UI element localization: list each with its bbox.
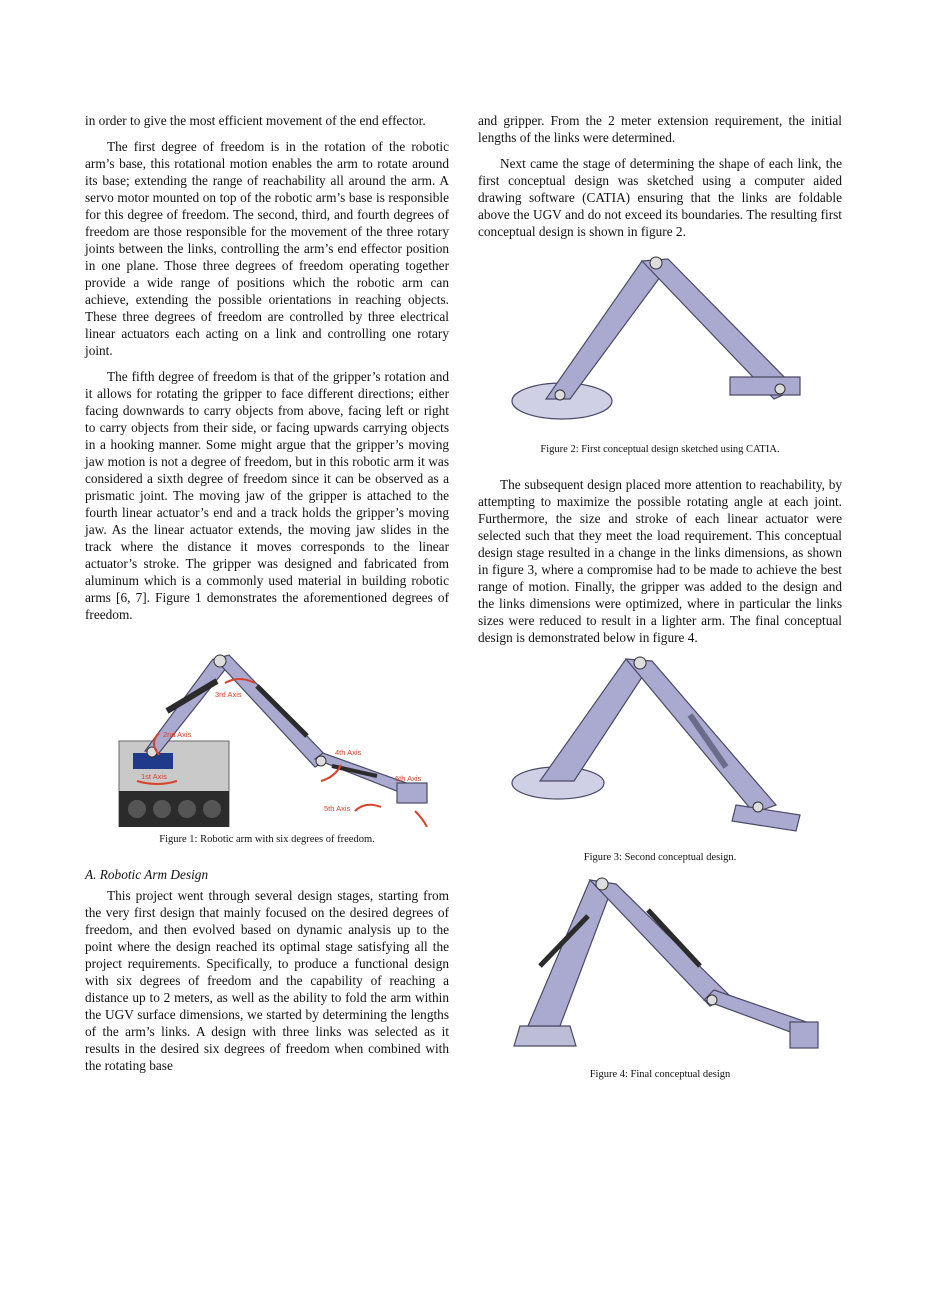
- link-1: [546, 261, 666, 399]
- right-paragraph-2: Next came the stage of determining the shape of each link, the first conceptual design was sketched using a computer aided drawing software (CATIA) ensuring that the links are foldable above the UGV and do not exceed its boundaries. The resulting first conceptual design is shown in figure 2.: [478, 156, 842, 239]
- axis-6-label: 6th Axis: [395, 774, 422, 783]
- left-paragraph-1: in order to give the most efficient movement of the end effector.: [85, 113, 426, 128]
- left-column: [85, 112, 449, 1083]
- base-block: [514, 1026, 576, 1046]
- figure-4-image: [500, 876, 820, 1062]
- figure-1-caption: Figure 1: Robotic arm with six degrees of freedom.: [159, 834, 375, 845]
- axis-1-label: 1st Axis: [141, 772, 167, 781]
- figure-3-caption: Figure 3: Second conceptual design.: [583, 852, 737, 863]
- link-3: [730, 377, 800, 395]
- left-paragraph-2: The first degree of freedom is in the rotation of the robotic arm’s base, this rotational motion enables the arm to rotate around its base; extending the range of reachability all around the arm. A servo motor mounted on top of the robotic arm’s base is responsible for this degree of freedom. The second, third, and fourth degrees of freedom are those responsible for the movement of the three rotary joints between the links, controlling the arm’s end effector position in one plane. Those three degrees of freedom operating together provide a wide range of positions which the robotic arm can achieve, extending the possible orientations in reaching objects. These three degrees of freedom are controlled by three electrical linear actuators each acting on a link and controlling one rotary joint.: [85, 139, 449, 358]
- figure-1-image: [97, 641, 437, 827]
- left-paragraph-3: The fifth degree of freedom is that of the gripper’s rotation and it allows for rotating the gripper to face different directions; either facing downwards to carry objects from above, facing left or right to carry objects from their side, or facing upwards carrying objects in a hooking manner. Some might argue that the gripper’s moving jaw motion is not a degree of freedom, but in this robotic arm it was considered a sixth degree of freedom since it can be observed as a prismatic joint. The moving jaw of the gripper is attached to the fourth linear actuator’s end and a track holds the gripper’s moving jaw. As the linear actuator extends, the moving jaw slides in the track where the distance it moves corresponds to the linear actuator’s stroke. The gripper was designed and fabricated from aluminum which is a commonly used material in building robotic arms [6, 7]. Figure 1 demonstrates the aforementioned degrees of freedom.: [85, 369, 449, 622]
- link-2: [215, 655, 329, 767]
- figure-4: [478, 876, 842, 1081]
- axis-5-label: 5th Axis: [324, 804, 351, 813]
- axis-3-label: 3rd Axis: [215, 690, 242, 699]
- figure-3-image: [500, 655, 820, 845]
- link-1: [528, 880, 612, 1026]
- figure-4-caption: Figure 4: Final conceptual design: [589, 1069, 731, 1080]
- section-heading: A. Robotic Arm Design: [85, 867, 209, 882]
- left-paragraph-4: This project went through several design stages, starting from the very first design that mainly focused on the desired degrees of freedom, and then evolved based on dynamic analysis up to the point where the design reached its optimal stage satisfying all the project requirements. Specifically, to produce a functional design with six degrees of freedom and the capability of reaching a distance up to 2 meters, as well as the ability to fold the arm within the UGV surface dimensions, we started by determining the lengths of the arm’s links. A design with three links was selected as it results in the desired six degrees of freedom when combined with the rotating base: [85, 888, 449, 1073]
- figure-1: [85, 641, 449, 846]
- gripper: [397, 783, 427, 803]
- axis-4-label: 4th Axis: [335, 748, 362, 757]
- right-paragraph-3: The subsequent design placed more attention to reachability, by attempting to maximize the possible rotating angle at each joint. Furthermore, the size and stroke of each linear actuator were selected such that they meet the load requirement. This conceptual design stage resulted in a change in the links dimensions, as shown in figure 3, where a compromise had to be made to achieve the best range of motion. Finally, the gripper was added to the design and the links dimensions were optimized, where in particular the links sizes were reduced to result in a lighter arm. The final conceptual design is demonstrated below in figure 4.: [478, 477, 842, 645]
- link-2: [590, 880, 730, 1006]
- link-1: [540, 659, 650, 781]
- right-paragraph-1: and gripper. From the 2 meter extension requirement, the initial lengths of the links were determined.: [478, 113, 842, 145]
- figure-3: [478, 655, 842, 864]
- axis-2-label: 2nd Axis: [163, 730, 192, 739]
- figure-2: [478, 249, 842, 456]
- figure-2-caption: Figure 2: First conceptual design sketched using CATIA.: [540, 444, 780, 455]
- figure-2-image: [500, 249, 820, 429]
- gripper: [790, 1022, 818, 1048]
- right-column: [478, 112, 842, 1081]
